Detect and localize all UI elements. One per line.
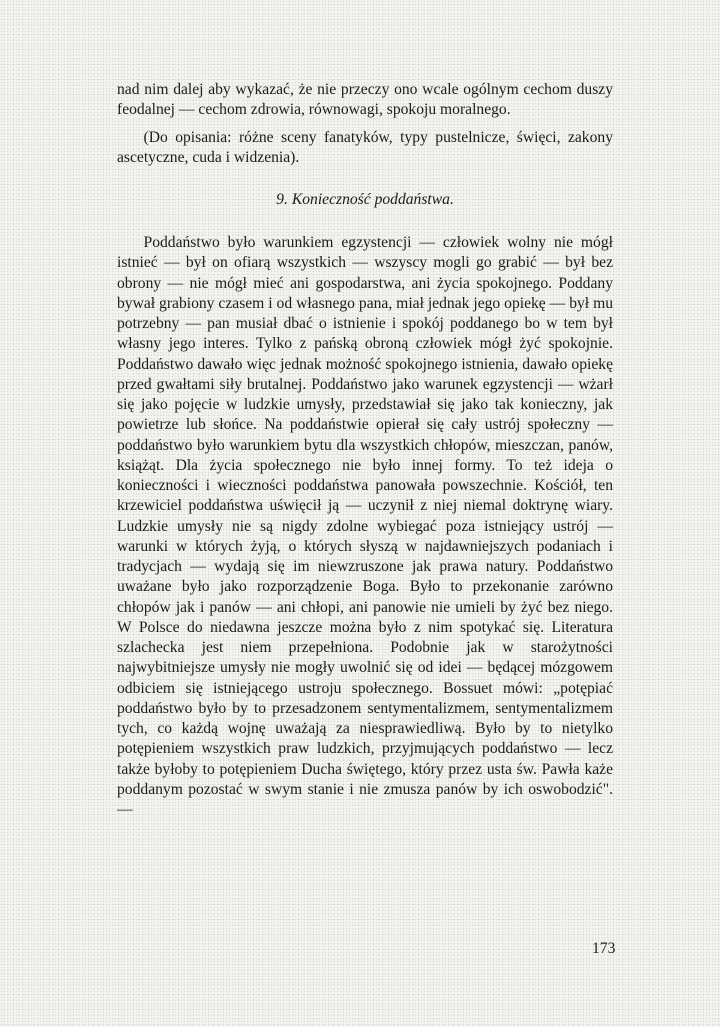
note-text: (Do opisania: różne sceny fanatyków, typy pustelnicze, święci, zakony ascetyczne, cuda i widzenia). [117, 129, 613, 167]
intro-paragraph [117, 80, 613, 121]
note-paragraph [117, 128, 613, 169]
body-text: Poddaństwo było warunkiem egzystencji — człowiek wolny nie mógł istnieć — był on ofiarą wszystkich — wszyscy mogli go grabić — był bez obrony — nie mógł mieć ani gospodarstwa, ani życia spokojnego. Poddany bywał grabiony czasem i od własnego pana, miał jednak jego opiekę — był mu potrzebny — pan musiał dbać o istnienie i spokój poddanego bo w tem był własny jego interes. Tylko z pańską obroną człowiek mógł żyć spokojnie. Poddaństwo dawało więc jednak możność spokojnego istnienia, dawało opiekę przed gwałtami siły brutalnej. Poddaństwo jako warunek egzystencji — wżarł się jako pojęcie w ludzkie umysły, przedstawiał się jako tak konieczny, jak powietrze lub słońce. Na poddaństwie opierał się cały ustrój społeczny — poddaństwo było warunkiem bytu dla wszystkich chłopów, mieszczan, panów, książąt. Dla życia społecznego nie było innej formy. To też ideja o konieczności i wieczności poddaństwa panowała powszechnie. Kościół, ten krzewiciel poddaństwa uświęcił ją — uczynił z niej niemal doktrynę wiary. Ludzkie umysły nie są nigdy zdolne wybiegać poza istniejący ustrój — warunki w których żyją, o których słyszą w najdawniejszych podaniach i tradycjach — wydają się im niewzruszone jak prawa natury. Poddaństwo uważane było jako rozporządzenie Boga. Było to przekonanie zarówno chłopów jak i panów — ani chłopi, ani panowie nie umieli by żyć bez niego. W Polsce do niedawna jeszcze można było z nim spotykać się. Literatura szlachecka jest niem przepełniona. Podobnie jak w starożytności najwybitniejsze umysły nie mogły uwolnić się od idei — będącej mózgowem odbiciem się istniejącego ustroju społecznego. Bossuet mówi: „potępiać poddaństwo było by to przesadzonem sentymentalizmem, sentymentalizmem tych, co każdą wojnę uważają za niesprawiedliwą. Było by to nietylko potępieniem wszystkich praw ludzkich, przyjmujących poddaństwo — lecz także byłoby to potępieniem Ducha świętego, który przez usta św. Pawła każe poddanym pozostać w swym stanie i nie zmusza panów by ich oswobodzić". — [117, 234, 613, 818]
body-paragraph [117, 233, 613, 820]
intro-text: nad nim dalej aby wykazać, że nie przeczy ono wcale ogólnym cechom duszy feodalnej — cechom zdrowia, równowagi, spokoju moralnego. [117, 81, 613, 119]
section-number: 9. [276, 191, 288, 208]
section-title: Konieczność poddaństwa. [291, 191, 454, 208]
page-number: 173 [592, 940, 616, 957]
section-heading [117, 191, 613, 209]
